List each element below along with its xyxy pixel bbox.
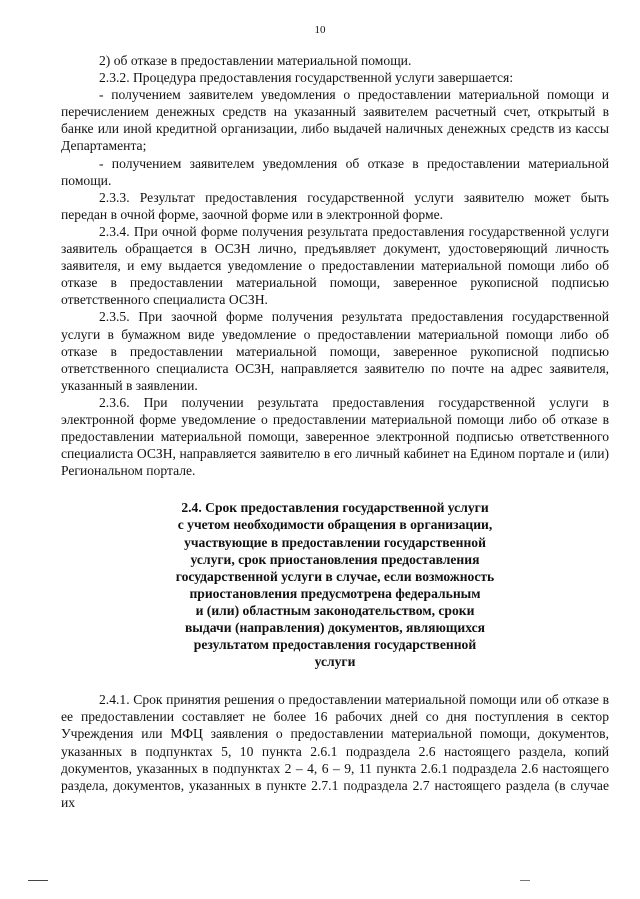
paragraph-p9: 2.4.1. Срок принятия решения о предоставлении материальной помощи или об отказе в ее предоставлении составляет не более 16 рабочих дней со дня поступления в сектор Учреждения или МФЦ заявления о предоставлении материальной помощи, документов, указанных в подпунктах 5, 10 пункта 2.6.1 подраздела 2.6 настоящего раздела, копий документов, указанных в подпунктах 2 – 4, 6 – 9, 11 пункта 2.6.1 подраздела 2.6 настоящего раздела, документов, указанных в пункте 2.7.1 подраздела 2.7 настоящего раздела (в случае их [61,692,609,810]
bottom-paragraphs [61,691,609,811]
paragraph-p8: 2.3.6. При получении результата предоставления государственной услуги в электронной форме уведомление о предоставлении материальной помощи либо об отказе в предоставлении материальной помощи, заверенное электронной подписью ответственного специалиста ОСЗН, направляется заявителю в его личный кабинет на Едином портале и (или) Региональном портале. [61,394,609,479]
paragraph-p5: 2.3.3. Результат предоставления государственной услуги заявителю может быть передан в очной форме, заочной форме или в электронной форме. [61,189,609,222]
top-paragraphs [61,52,609,479]
heading-line: государственной услуги в случае, если возможность [175,568,495,584]
heading-line: услуги, срок приостановления предоставления [190,551,480,567]
scan-artifact-dash [520,880,530,881]
heading-line: результатом предоставления государственной [193,637,477,653]
heading-line: с учетом необходимости обращения в организации, [177,517,493,533]
paragraph-p3: - получением заявителем уведомления о предоставлении материальной помощи и перечислением денежных средств на указанный заявителем расчетный счет, открытый в банке или иной кредитной организации, либо выдачей наличных денежных средств из кассы Департамента; [61,87,609,154]
heading-line: выдачи (направления) документов, являющихся [184,620,486,635]
paragraph-p1: 2) об отказе в предоставлении материальной помощи. [99,53,412,68]
heading-line: услуги [314,654,356,670]
page-number: 10 [314,24,326,36]
heading-line: 2.4. Срок предоставления государственной услуги [181,500,489,516]
paragraph-p6: 2.3.4. При очной форме получения результата предоставления государственной услуги заявитель обращается в ОСЗН лично, предъявляет документ, удостоверяющий личность заявителя, и ему выдается уведомление о предоставлении материальной помощи либо об отказе в предоставлении материальной помощи, заверенное рукописной подписью ответственного специалиста ОСЗН. [61,223,609,308]
section-heading [61,499,609,670]
paragraph-p7: 2.3.5. При заочной форме получения результата предоставления государственной услуги в бумажном виде уведомление о предоставлении материальной помощи либо об отказе в предоставлении материальной помощи, заверенное рукописной подписью ответственного специалиста ОСЗН, направляется заявителю по почте на адрес заявителя, указанный в заявлении. [61,309,609,393]
heading-line: приостановления предусмотрена федеральным [189,585,481,601]
document-body [61,52,609,811]
heading-line: участвующие в предоставлении государственной [184,534,486,550]
paragraph-p4: - получением заявителем уведомления об отказе в предоставлении материальной помощи. [61,155,609,188]
scan-artifact-line [28,880,48,881]
heading-line: и (или) областным законодательством, сроки [195,602,475,618]
paragraph-p2: 2.3.2. Процедура предоставления государственной услуги завершается: [99,70,514,86]
